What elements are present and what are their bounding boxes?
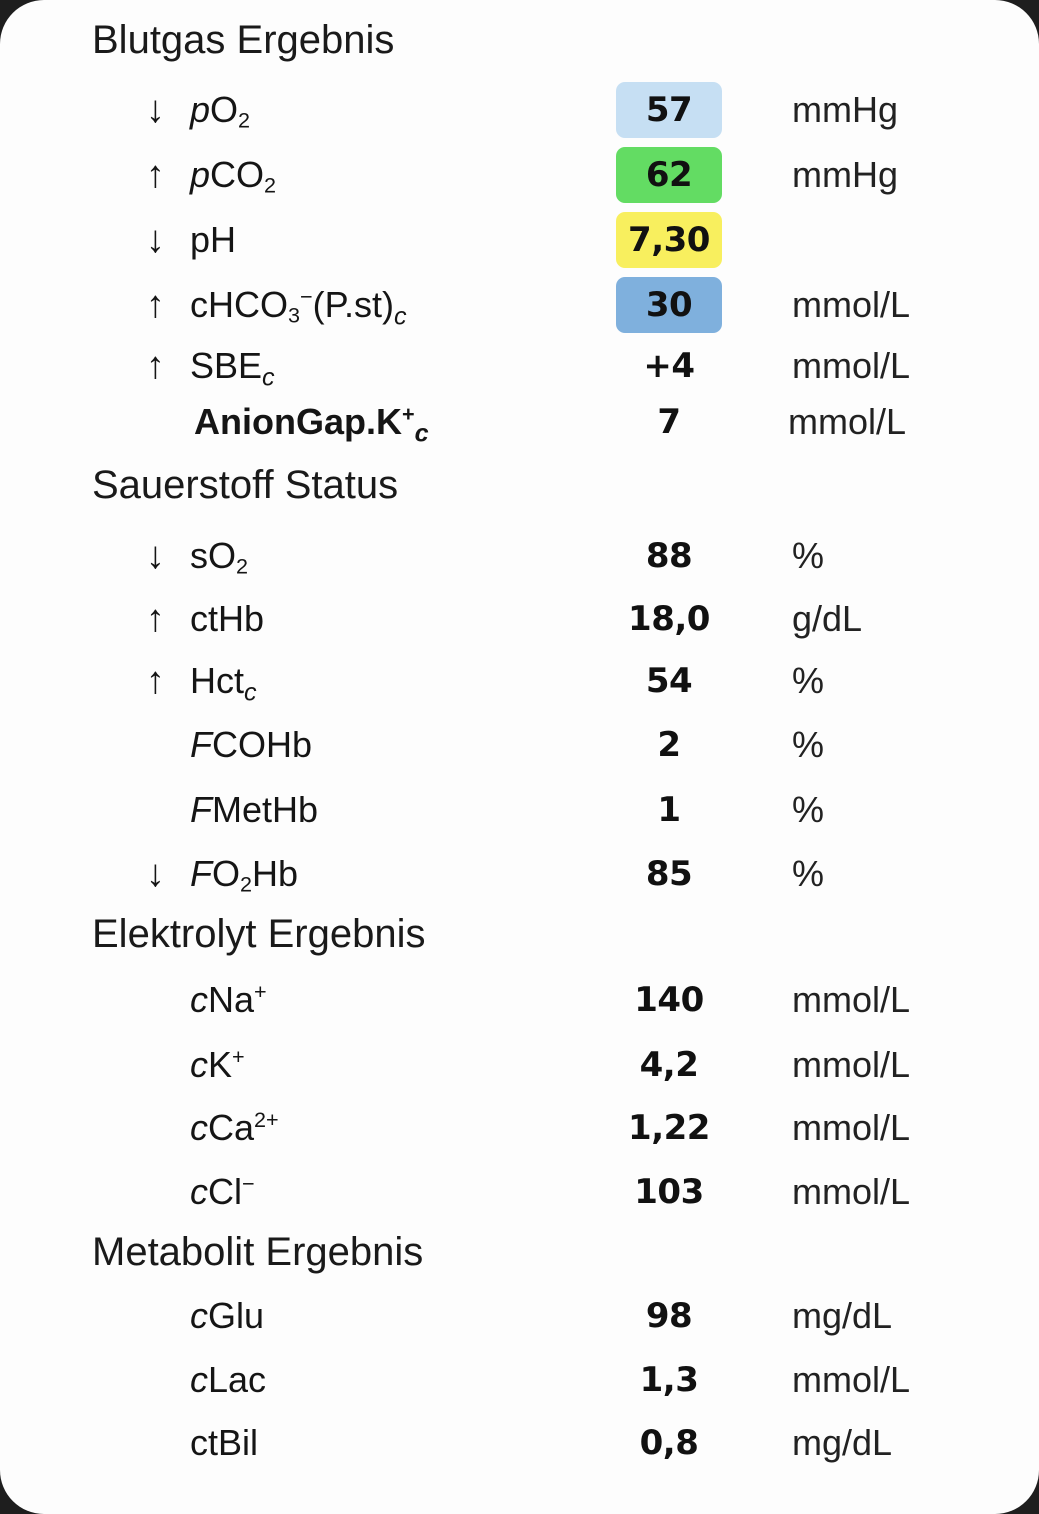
parameter-label: $cHCO_3^-(P.st)_c$ bbox=[190, 284, 407, 331]
parameter-label: $pO_2$ bbox=[190, 89, 251, 133]
parameter-label: ctHb bbox=[190, 598, 265, 639]
result-row-pco2 bbox=[0, 143, 1039, 207]
unit-label: % bbox=[792, 724, 825, 765]
value-cell: 30 bbox=[616, 277, 722, 333]
parameter-label: $SBE_c$ bbox=[190, 345, 275, 392]
result-row-fcohb bbox=[0, 713, 1039, 777]
result-row-fmethb bbox=[0, 778, 1039, 842]
result-row-aniongap bbox=[0, 390, 1039, 454]
parameter-label: cNa+ bbox=[190, 979, 267, 1020]
value-cell: 88 bbox=[645, 536, 693, 576]
result-row-clac bbox=[0, 1348, 1039, 1412]
parameter-label: Hct$_c$ bbox=[190, 660, 257, 707]
unit-label: mmol/L bbox=[792, 345, 911, 386]
value-cell: 18,0 bbox=[628, 599, 710, 639]
value-cell: 1,3 bbox=[639, 1360, 699, 1400]
unit-label: % bbox=[792, 660, 825, 701]
result-row-fo2hb bbox=[0, 842, 1039, 906]
result-row-ph bbox=[0, 208, 1039, 272]
result-row-po2 bbox=[0, 78, 1039, 142]
arrow-up-icon: ↑ bbox=[146, 284, 165, 326]
parameter-label: $FO_2Hb$ bbox=[190, 853, 299, 897]
result-row-cna bbox=[0, 968, 1039, 1032]
result-row-so2 bbox=[0, 524, 1039, 588]
parameter-label: $AnionGap.K^+_c$ bbox=[194, 401, 429, 448]
value-cell: 1,22 bbox=[628, 1108, 710, 1148]
unit-label: g/dL bbox=[792, 598, 863, 639]
unit-label: mmol/L bbox=[788, 401, 907, 442]
result-row-ccl bbox=[0, 1160, 1039, 1224]
unit-label: mmol/L bbox=[792, 1359, 911, 1400]
parameter-label: FMetHb bbox=[190, 789, 319, 830]
value-cell: 54 bbox=[645, 661, 693, 701]
result-row-cthb bbox=[0, 587, 1039, 651]
value-cell: 7,30 bbox=[616, 212, 722, 268]
section-title-blutgas: Blutgas Ergebnis bbox=[92, 18, 395, 62]
unit-label: % bbox=[792, 853, 825, 894]
value-cell: 140 bbox=[634, 980, 704, 1020]
value-cell: 7 bbox=[657, 402, 681, 442]
arrow-up-icon: ↑ bbox=[146, 660, 165, 702]
arrow-up-icon: ↑ bbox=[146, 345, 165, 387]
result-row-cglu bbox=[0, 1284, 1039, 1348]
unit-label: mmol/L bbox=[792, 284, 911, 325]
parameter-label: cK+ bbox=[190, 1044, 245, 1085]
section-title-metabolit: Metabolit Ergebnis bbox=[92, 1230, 424, 1274]
unit-label: mmol/L bbox=[792, 1171, 911, 1212]
value-cell: 2 bbox=[657, 725, 681, 765]
arrow-down-icon: ↓ bbox=[146, 89, 165, 131]
value-cell: 0,8 bbox=[639, 1423, 699, 1463]
value-cell: 1 bbox=[657, 790, 681, 830]
parameter-label: cLac bbox=[190, 1359, 267, 1400]
arrow-down-icon: ↓ bbox=[146, 219, 165, 261]
value-cell: 62 bbox=[616, 147, 722, 203]
arrow-up-icon: ↑ bbox=[146, 154, 165, 196]
arrow-down-icon: ↓ bbox=[146, 535, 165, 577]
unit-label: % bbox=[792, 789, 825, 830]
value-cell: 98 bbox=[645, 1296, 693, 1336]
unit-label: mg/dL bbox=[792, 1295, 893, 1336]
unit-label: mmHg bbox=[792, 154, 898, 195]
arrow-up-icon: ↑ bbox=[146, 598, 165, 640]
unit-label: mmHg bbox=[792, 89, 898, 130]
result-row-ctbil bbox=[0, 1411, 1039, 1475]
parameter-label: cCl− bbox=[190, 1171, 255, 1212]
parameter-label: cCa$^{2+}$ bbox=[190, 1107, 279, 1148]
result-row-hct bbox=[0, 649, 1039, 713]
parameter-label: cGlu bbox=[190, 1295, 265, 1336]
value-cell: 57 bbox=[616, 82, 722, 138]
value-cell: 4,2 bbox=[639, 1045, 699, 1085]
unit-label: mmol/L bbox=[792, 979, 911, 1020]
arrow-down-icon: ↓ bbox=[146, 853, 165, 895]
parameter-label: pCO$_2$ bbox=[190, 154, 277, 198]
value-cell: 103 bbox=[634, 1172, 704, 1212]
result-row-chco3 bbox=[0, 273, 1039, 337]
section-title-sauerstoff: Sauerstoff Status bbox=[92, 463, 399, 507]
section-title-elektrolyt: Elektrolyt Ergebnis bbox=[92, 912, 426, 956]
parameter-label: pH bbox=[190, 219, 237, 260]
unit-label: % bbox=[792, 535, 825, 576]
parameter-label: FCOHb bbox=[190, 724, 313, 765]
value-cell: +4 bbox=[643, 346, 695, 386]
result-row-ck bbox=[0, 1033, 1039, 1097]
value-cell: 85 bbox=[645, 854, 693, 894]
result-row-sbe bbox=[0, 334, 1039, 398]
unit-label: mmol/L bbox=[792, 1107, 911, 1148]
result-row-cca bbox=[0, 1096, 1039, 1160]
parameter-label: ctBil bbox=[190, 1422, 259, 1463]
parameter-label: $sO_2$ bbox=[190, 535, 249, 579]
unit-label: mmol/L bbox=[792, 1044, 911, 1085]
unit-label: mg/dL bbox=[792, 1422, 893, 1463]
